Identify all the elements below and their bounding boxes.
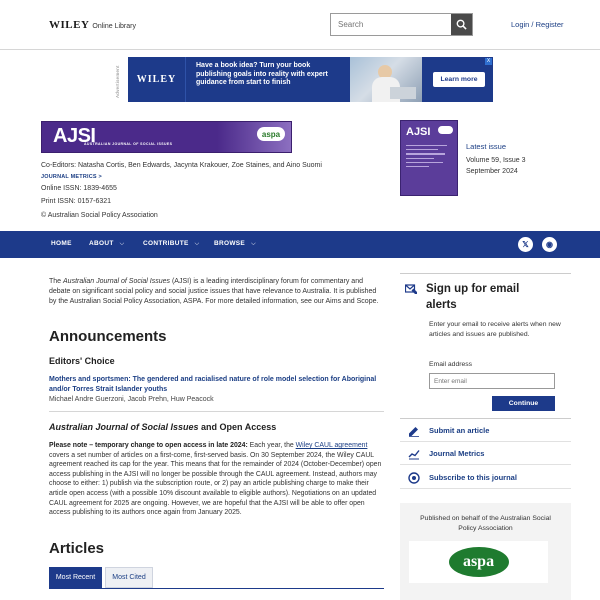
nav-contribute-label: CONTRIBUTE <box>143 240 189 247</box>
advertisement-banner[interactable] <box>128 57 493 102</box>
cover-lines <box>406 145 452 170</box>
nav-home-label: HOME <box>51 240 72 247</box>
journal-info <box>41 159 322 222</box>
ad-wiley-logo: WILEY <box>128 57 186 102</box>
wiley-online-library-logo[interactable] <box>49 19 136 31</box>
aspa-logo: aspa <box>449 547 509 577</box>
volume-info <box>466 156 526 177</box>
nav-browse[interactable] <box>214 240 256 248</box>
journal-nav-bar <box>0 231 600 258</box>
nav-browse-label: BROWSE <box>214 240 246 247</box>
volume-issue: Volume 59, Issue 3 <box>466 157 526 164</box>
oa-heading-journal: Australian Journal of Social Issues <box>49 422 199 432</box>
nav-about[interactable] <box>89 240 124 248</box>
print-issn: Print ISSN: 0157-6321 <box>41 198 112 205</box>
continue-button[interactable]: Continue <box>492 396 555 411</box>
chart-icon <box>408 448 420 460</box>
journal-banner[interactable] <box>41 121 292 153</box>
oa-notice-lead: Please note – temporary change to open access in late 2024: <box>49 442 248 449</box>
advertisement-label: Advertisement <box>115 65 120 98</box>
nav-about-label: ABOUT <box>89 240 114 247</box>
tab-most-cited[interactable]: Most Cited <box>105 567 153 588</box>
login-register-link[interactable]: Login / Register <box>511 20 564 29</box>
journal-banner-right <box>217 122 291 152</box>
journal-banner-left <box>42 122 217 152</box>
sidebar-divider <box>400 464 571 465</box>
search-box <box>330 13 473 36</box>
aspa-logo-container[interactable] <box>409 541 548 583</box>
email-alert-icon <box>405 283 418 295</box>
oa-notice-pre: Each year, the <box>247 442 296 449</box>
signup-description: Enter your email to receive alerts when new articles and issues are published. <box>429 321 561 338</box>
sidebar-divider <box>400 488 571 489</box>
logo-wiley-text: WILEY <box>49 19 90 31</box>
wiley-caul-agreement-link[interactable]: Wiley CAUL agreement <box>295 442 368 449</box>
intro-text-post: (AJSI) is a leading interdisciplinary forum for commentary and debate on significant social policy and social justice issues that have relevance to Australia. It is published by the Australian Social Policy Association, ASPA. For more detailed information, see our Aims and Scope. <box>49 278 379 305</box>
tab-underline <box>49 588 384 589</box>
journal-metrics-link[interactable]: JOURNAL METRICS > <box>41 173 102 180</box>
sidebar-divider <box>400 273 571 274</box>
search-icon <box>456 19 467 30</box>
announcements-heading: Announcements <box>49 328 167 345</box>
pencil-icon <box>408 425 420 437</box>
nav-contribute[interactable] <box>143 240 199 248</box>
intro-journal-title: Australian Journal of Social Issues <box>63 278 171 285</box>
articles-heading: Articles <box>49 540 105 557</box>
chevron-down-icon: ⌵ <box>251 241 256 247</box>
ad-close-icon[interactable]: X <box>486 58 491 64</box>
journal-full-name: AUSTRALIAN JOURNAL OF SOCIAL ISSUES <box>84 142 173 146</box>
top-header <box>0 0 600 50</box>
logo-online-library-text: Online Library <box>92 23 136 30</box>
tab-most-recent[interactable]: Most Recent <box>49 567 102 588</box>
nav-home[interactable] <box>51 240 72 247</box>
search-input[interactable] <box>331 14 451 35</box>
chevron-down-icon: ⌵ <box>119 241 125 247</box>
email-address-label: Email address <box>429 361 473 368</box>
search-button[interactable] <box>451 14 472 35</box>
oa-notice-body: covers a set number of articles on a first-come, first-served basis. On 30 September 2024, the Wiley CAUL agreement reached its cap for the year. This means that for the remainder of 2024 (October-December) open access publishing in the AJSI will no longer be possible through the CAUL agreement. Instead, authors may choose to either: 1) publish via the subscription route, or 2) pay an article publishing charge to make their article open access (with a possible 10% discount available to eligible authors). Negotiations on an updated CAUL agreement for 2025 are ongoing. However, we are hopeful that the AJSI will be able to offer open access publishing to its authors once again from January 2025. <box>49 451 382 517</box>
open-access-heading <box>49 422 276 432</box>
journal-cover-image[interactable] <box>400 120 458 196</box>
copyright: © Australian Social Policy Association <box>41 211 158 219</box>
ad-learn-more-button[interactable]: Learn more <box>433 72 485 87</box>
ad-headline: Have a book idea? Turn your book publishing goals into reality with expert guidance from start to finish <box>196 62 328 86</box>
chevron-down-icon: ⌵ <box>194 241 200 247</box>
journal-short-name: AJSI <box>53 125 96 147</box>
journal-metrics-sidebar-link[interactable]: Journal Metrics <box>429 449 485 458</box>
latest-issue-link[interactable]: Latest issue <box>466 142 507 151</box>
divider <box>49 411 384 412</box>
intro-text-pre: The <box>49 278 64 285</box>
online-issn: Online ISSN: 1839-4655 <box>41 184 117 192</box>
sidebar-divider <box>400 441 571 442</box>
signup-alerts-heading: Sign up for email alerts <box>426 283 520 311</box>
x-twitter-icon[interactable]: 𝕏 <box>518 237 533 252</box>
editors-choice-article-link[interactable]: Mothers and sportsmen: The gendered and racialised nature of role model selection for Aboriginal and/or Torres Strait Islander youths <box>49 376 377 393</box>
aspa-badge: aspa <box>257 127 285 141</box>
email-field[interactable] <box>429 373 555 389</box>
oa-heading-rest: and Open Access <box>198 422 277 432</box>
open-access-notice <box>49 441 385 518</box>
issue-date: September 2024 <box>466 167 518 175</box>
journal-intro <box>49 277 384 307</box>
published-on-behalf-text: Published on behalf of the Australian Social Policy Association <box>420 515 551 532</box>
cover-title: AJSI <box>406 126 431 138</box>
rss-icon[interactable]: ◉ <box>542 237 557 252</box>
ad-photo <box>350 57 422 102</box>
submit-article-link[interactable]: Submit an article <box>429 426 490 435</box>
subscribe-journal-link[interactable]: Subscribe to this journal <box>429 473 517 482</box>
sidebar-divider <box>400 418 571 419</box>
subscribe-icon <box>408 472 420 484</box>
journal-editors: Co-Editors: Natasha Cortis, Ben Edwards, Jacynta Krakouer, Zoe Staines, and Aino Suomi <box>41 162 322 169</box>
cover-badge <box>438 126 453 134</box>
editors-choice-authors: Michael Andre Guerzoni, Jacob Prehn, Huw Peacock <box>49 396 214 403</box>
editors-choice-heading: Editors' Choice <box>49 356 115 366</box>
